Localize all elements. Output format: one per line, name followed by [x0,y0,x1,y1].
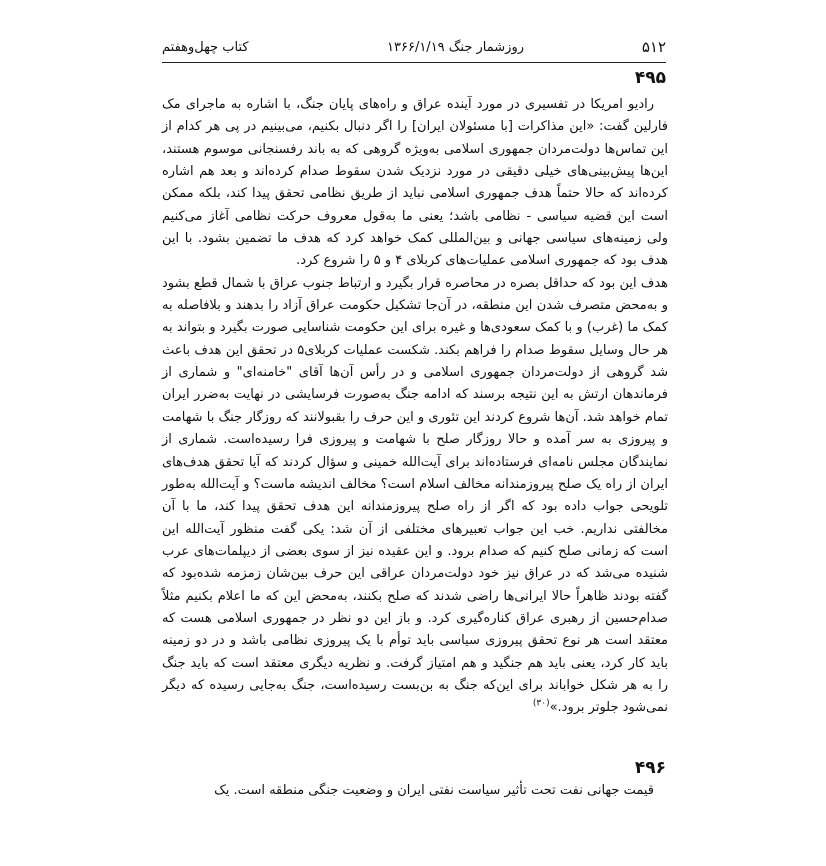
footnote-marker: (۳۰) [532,698,550,709]
book-title: کتاب چهل‌وهفتم [162,40,249,55]
entry-number: ۴۹۵ [634,68,666,88]
running-title: روزشمار جنگ ۱۳۶۶/۱/۱۹ [387,40,524,55]
paragraph [162,273,668,720]
entry-body [162,94,668,720]
entry-number: ۴۹۶ [634,758,666,778]
page-header [162,36,666,63]
paragraph-text: هدف این بود که حداقل بصره در محاصره قرار بگیرد و ارتباط جنوب عراق با شمال قطع بشود و به‌محض متصرف شدن این منطقه، در آن‌جا تشکیل حکومت عراق آزاد را بدهند و بلافاصله به کمک ما (غرب) و با کمک سعودی‌ها و غیره برای این حکومت شناسایی صورت بگیرد و بتواند به هر حال وسایل سقوط صدام را فراهم بکند. شکست عملیات کربلای۵ در تحقق این هدف باعث شد گروهی از دولت‌مردان جمهوری اسلامی و در رأس آن‌ها آقای "خامنه‌ای" و شماری از فرماندهان ارتش به این نتیجه برسند که ادامه جنگ به‌صورت فرسایشی در نهایت به‌ضرر ایران تمام خواهد شد. آن‌ها شروع کردند این تئوری و این حرف را بقبولانند که روزگار جنگ با شهامت و پیروزی به سر آمده و حالا روزگار صلح با شهامت و پیروزی فرا رسیده‌است. شماری از نمایندگان مجلس نامه‌ای فرستاده‌اند برای آیت‌الله خمینی و سؤال کردند که آیا تحقق هدف‌های ایران از راه یک صلح پیروزمندانه مخالف اسلام است؟ مخالف اندیشه ماست؟ و آیت‌الله به‌طور تلویحی جواب داده بود که اگر از راه صلح پیروزمندانه این هدف تحقق پیدا کند، ما با آن مخالفتی نداریم. خب این جواب تعبیرهای مختلفی از آن شد: یکی گفت منظور آیت‌الله این است که زمانی صلح کنیم که صدام برود. و این عقیده نیز از سوی بعضی از دیپلمات‌های عرب شنیده می‌شد که در عراق نیز خود دولت‌مردان عراقی این حرف بین‌شان زمزمه شده‌بود که گفته بودند ظاهراً حالا ایرانی‌ها راضی شدند که صلح بکنند، به‌محض این که ما اعلام بکنیم مثلاً صدام‌حسین از رهبری عراق کناره‌گیری کرد. و باز این دو نظر در جمهوری اسلامی هست که معتقد است هر نوع تحقق پیروزی سیاسی باید توأم با یک پیروزی نظامی باشد و در دو زمینه باید کار کرد، یعنی باید هم جنگید و هم امتیاز گرفت. و نظریه دیگری معتقد است که باید جنگ را به هر شکل خواباند برای این‌که جنگ به بن‌بست رسیده‌است، جنگ به‌جایی رسیده که دیگر نمی‌شود جلوتر برود.» [162,275,668,716]
page-number: ۵۱۲ [641,38,666,56]
paragraph: رادیو امریکا در تفسیری در مورد آینده عراق و راه‌های پایان جنگ، با اشاره به ماجرای مک فارلین گفت: «این مذاکرات [با مسئولان ایران] را اگر دنبال بکنیم، می‌بینیم در پی هر کدام از این تماس‌ها دولت‌مردان جمهوری اسلامی به‌ویژه گروهی که به باند رفسنجانی موسوم هستند، این‌ها پیش‌بینی‌های خیلی دقیقی در مورد نزدیک شدن سقوط صدام کرده‌اند و بعد هم اشاره کرده‌اند که حالا حتماً هدف جمهوری اسلامی نباید از طریق نظامی تحقق پیدا کند، بلکه ممکن است این قضیه سیاسی - نظامی باشد؛ یعنی ما به‌قول معروف حرکت نظامی آغاز می‌کنیم ولی زمینه‌های سیاسی جهانی و بین‌المللی کمک خواهد کرد که هدف ما تضمین بشود. با این هدف بود که جمهوری اسلامی عملیات‌های کربلای ۴ و ۵ را شروع کرد. [162,97,668,269]
entry-body: قیمت جهانی نفت تحت تأثیر سیاست نفتی ایران و وضعیت جنگی منطقه است. یک [214,783,654,798]
